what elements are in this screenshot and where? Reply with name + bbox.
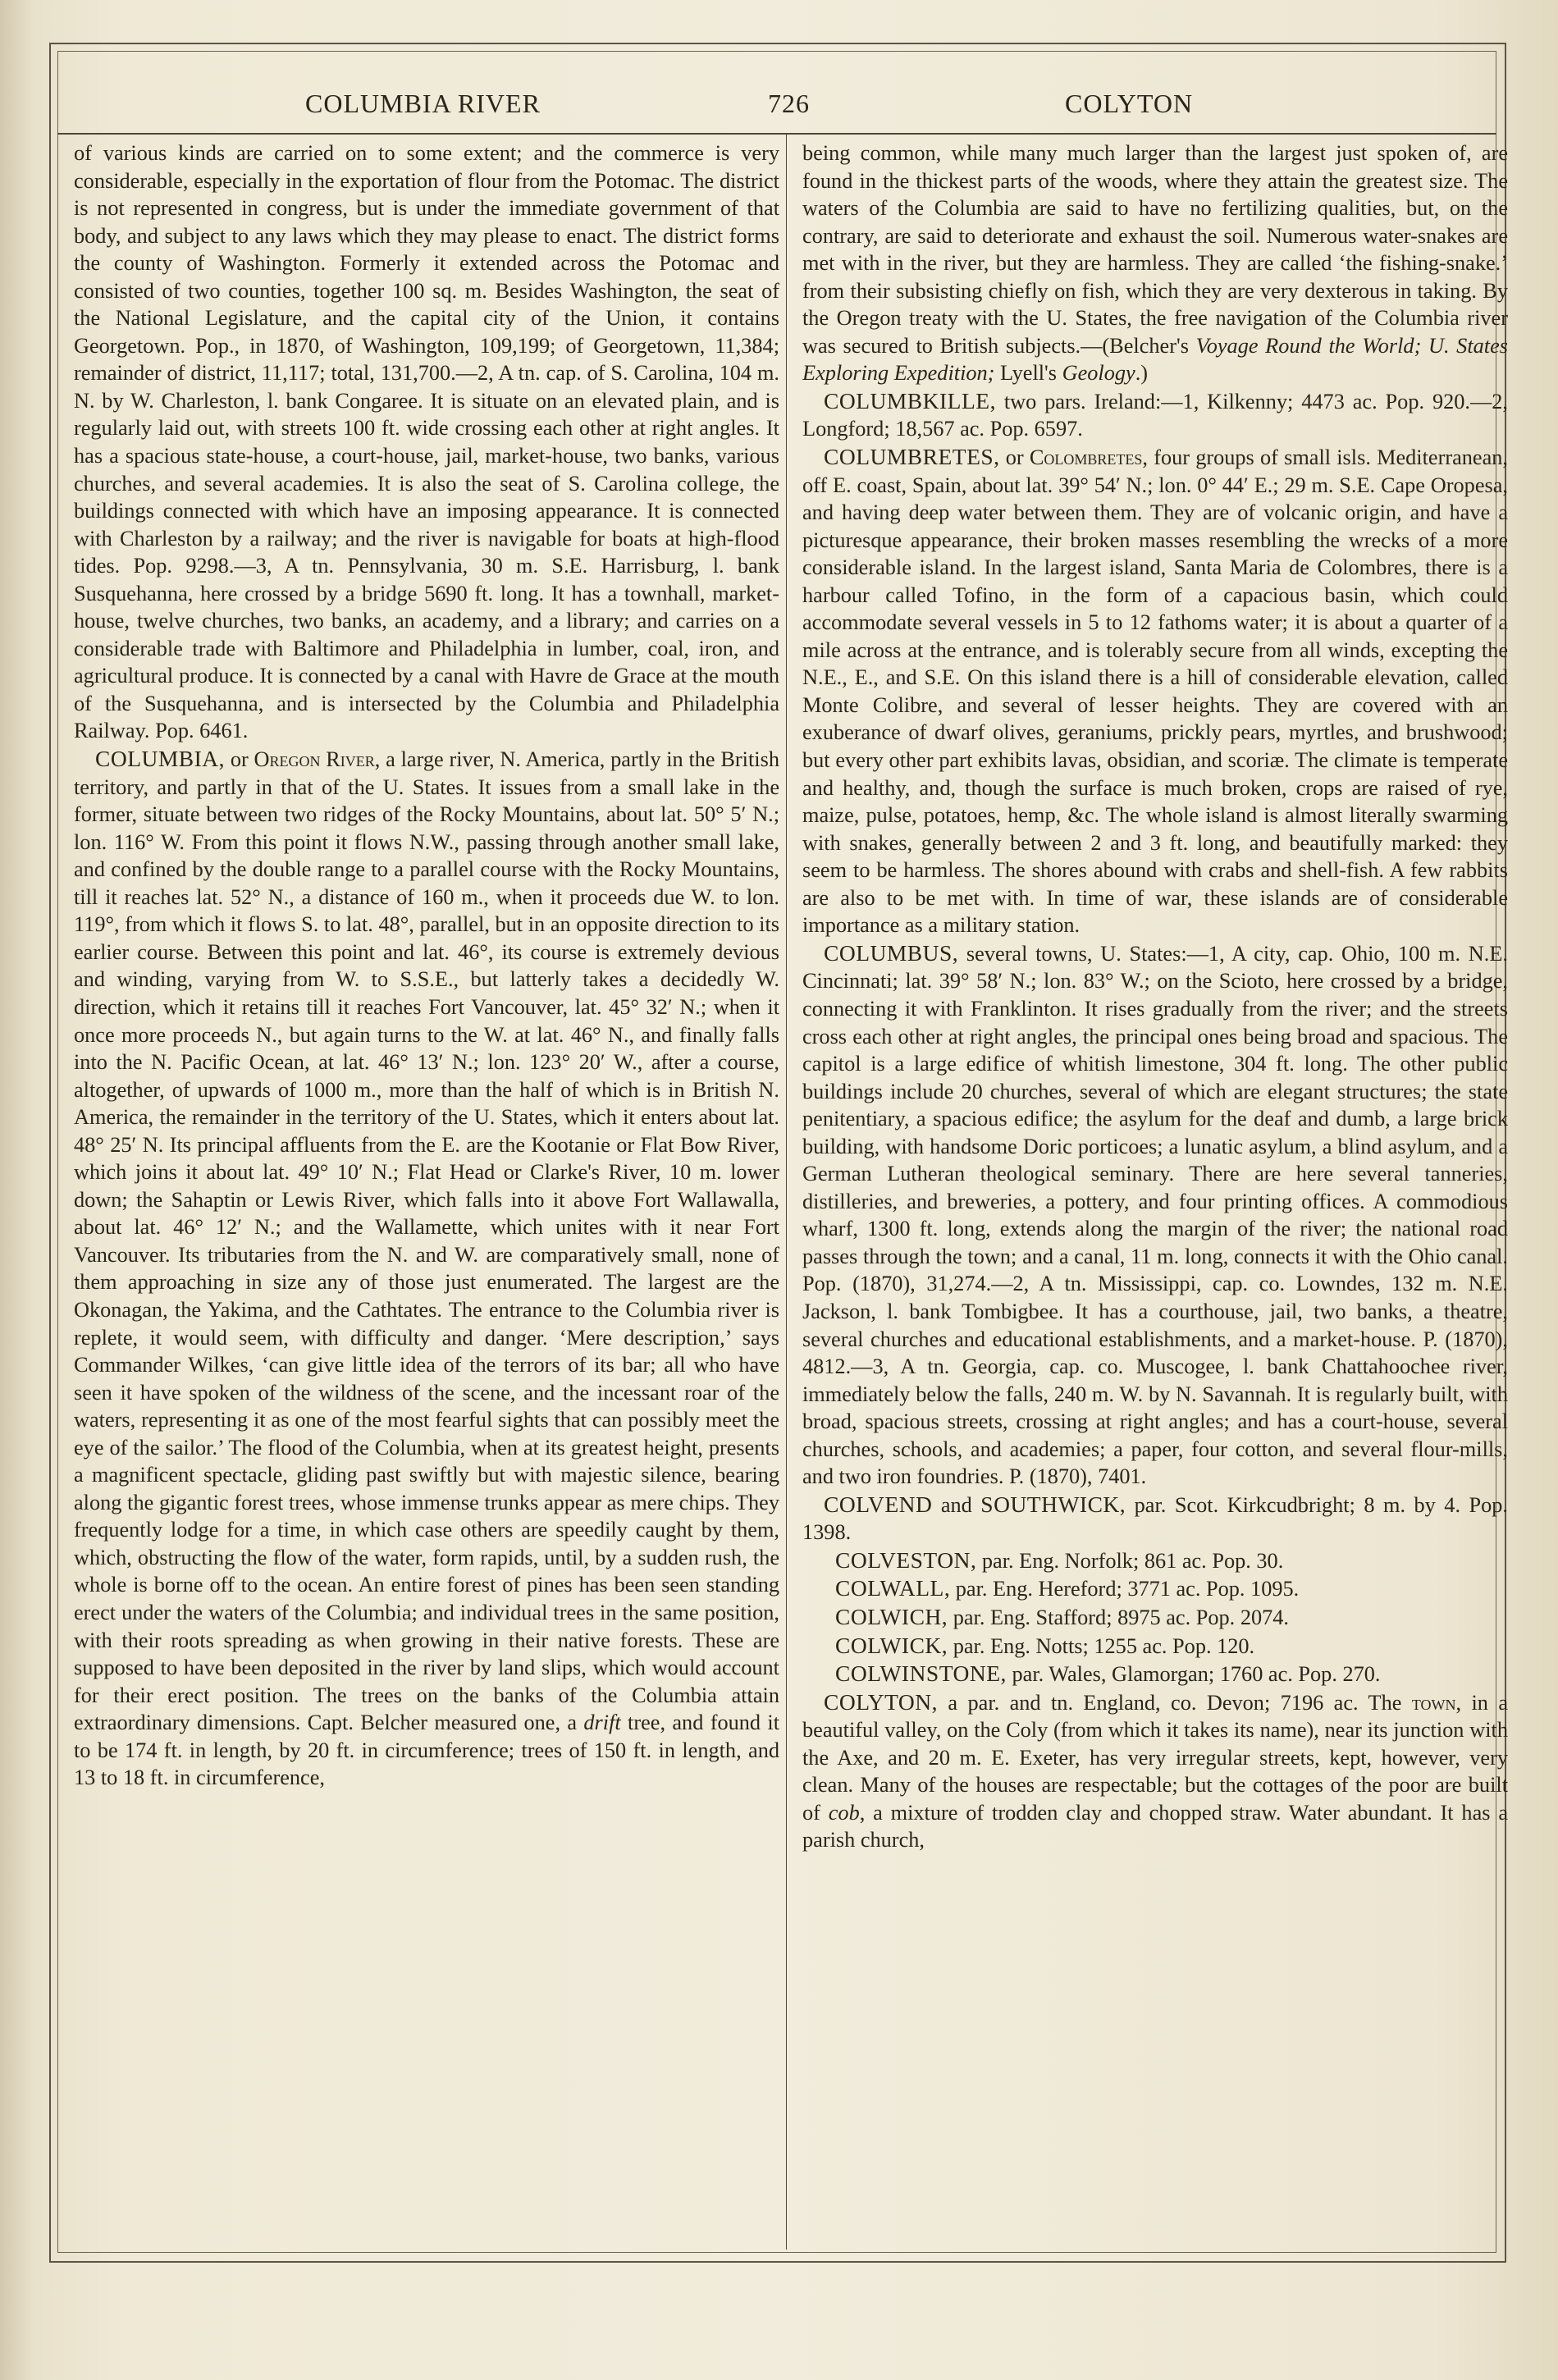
entry-columbia-river: COLUMBIA, or Oregon River, a large river, N. America, partly in the British territory, and partly in that of the U. States. It issues from a small lake in the former, situate between two ridges of the Rocky Mountains, about lat. 50° 5′ N.; lon. 116° W. From this point it flows N.W., passing through another small lake, and confined by the double range to a parallel course with the Rocky Mountains, till it reaches lat. 52° N., a distance of 160 m., when it proceeds due W. to lon. 119°, from which it flows S. to lat. 48°, parallel, but in an opposite direction to its earlier course. Between this point and lat. 46°, its course is extremely devious and winding, varying from W. to S.S.E., but latterly takes a decidedly W. direction, which it retains till it reaches Fort Vancouver, lat. 45° 32′ N.; when it once more proceeds N., but again turns to the W. at lat. 46° N., and finally falls into the N. Pacific Ocean, at lat. 46° 13′ N.; lon. 123° 20′ W., after a course, altogether, of upwards of 1000 m., more than the half of which is in British N. America, the remainder in the territory of the U. States, which it enters about lat. 48° 25′ N. Its principal affluents from the E. are the Kootanie or Flat Bow River, which joins it about lat. 49° 10′ N.; Flat Head or Clarke's River, 10 m. lower down; the Sahaptin or Lewis River, which falls into it above Fort Wallawalla, about lat. 46° 12′ N.; and the Wallamette, which unites with it near Fort Vancouver. Its tributaries from the N. and W. are comparatively small, none of them approaching in size any of those just enumerated. The largest are the Okonagan, the Yakima, and the Cathtates. The entrance to the Columbia river is replete, it would seem, with difficulty and danger. ‘Mere description,’ says Commander Wilkes, ‘can give little idea of the terrors of its bar; all who have seen it have spoken of the wildness of the scene, and the incessant roar of the waters, representing it as one of the most fearful sights that can possibly meet the eye of the sailor.’ The flood of the Columbia, when at its greatest height, presents a magnificent spectacle, gliding past swiftly but with majestic silence, bearing along the gigantic forest trees, whose immense trunks appear as mere chips. They frequently lodge for a time, in which case others are speedily caught by them, which, obstructing the flow of the water, form rapids, until, by a sudden rush, the whole is borne off to the ocean. An entire forest of pines has been seen standing erect under the waters of the Columbia; and individual trees in the same position, with their roots spreading as when growing in their native forests. These are supposed to have been deposited in the river by land slips, which would account for their erect position. The trees on the banks of the Columbia attain extraordinary dimensions. Capt. Belcher measured one, a drift tree, and found it to be 174 ft. in length, by 20 ft. in circumference; trees of 150 ft. in length, and 13 to 18 ft. in circumference, xyxy=(74,746,779,1790)
headword: COLUMBRETES, xyxy=(824,444,1000,470)
page-number: 726 xyxy=(768,89,810,118)
entry-columbkille: COLUMBKILLE, two pars. Ireland:—1, Kilkenny; 4473 ac. Pop. 920.—2, Longford; 18,567 ac. Pop. 6597. xyxy=(802,387,1508,441)
header-rule xyxy=(57,133,1496,135)
paragraph-continued: being common, while many much larger than the largest just spoken of, are found in the thickest parts of the woods, where they attain the greatest size. The waters of the Columbia are said to have no fertilizing qualities, but, on the contrary, are said to deteriorate and exhaust the soil. Numerous water-snakes are met with in the river, but they are harmless. They are called ‘the fishing-snake.’ from their subsisting chiefly on fish, which they are very dexterous in taking. By the Oregon treaty with the U. States, the free navigation of the Columbia river was secured to British subjects.—(Belcher's Voyage Round the World; U. States Exploring Expedition; Lyell's Geology.) xyxy=(802,141,1508,386)
headword: COLWICH, xyxy=(835,1603,948,1629)
headword: COLUMBKILLE, xyxy=(824,387,996,413)
headword: COLWINSTONE, xyxy=(835,1661,1007,1687)
headword: COLUMBIA, xyxy=(95,746,226,772)
headword: COLWICK, xyxy=(835,1632,948,1658)
entry-colvend: COLVEND and SOUTHWICK, par. Scot. Kirkcudbright; 8 m. by 4. Pop. 1398. xyxy=(802,1491,1508,1545)
entry-colwinstone: COLWINSTONE, par. Wales, Glamorgan; 1760 ac. Pop. 270. xyxy=(835,1661,1381,1687)
entry-columbus: COLUMBUS, several towns, U. States:—1, A city, cap. Ohio, 100 m. N.E. Cincinnati; lat. 39° 58′ N.; lon. 83° W.; on the Scioto, here crossed by a bridge, connecting it with Franklinton. It rises gradually from the river; and the streets cross each other at right angles, the principal ones being broad and spacious. The capitol is a large edifice of whitish limestone, 304 ft. long. The other public buildings include 20 churches, several of which are elegant structures; the state penitentiary, a spacious edifice; the asylum for the deaf and dumb, a large brick building, with handsome Doric porticoes; a lunatic asylum, a blind asylum, and a German Lutheran theological seminary. There are here several tanneries, distilleries, and breweries, a pottery, and four printing offices. A commodious wharf, 1300 ft. long, extends along the margin of the river; the national road passes through the town; and a canal, 11 m. long, connects it with the Ohio canal. Pop. (1870), 31,274.—2, A tn. Mississippi, cap. co. Lowndes, 132 m. N.E. Jackson, l. bank Tombigbee. It has a courthouse, jail, two banks, a theatre, several churches and educational establishments, and a market-house. P. (1870), 4812.—3, A tn. Georgia, cap. co. Muscogee, l. bank Chattahoochee river, immediately below the falls, 240 m. W. by N. Savannah. It is regularly built, with broad, spacious streets, crossing at right angles; and has a court-house, several churches, schools, and academies; a paper, four cotton, and several flour-mills, and two iron foundries. P. (1870), 7401. xyxy=(802,939,1508,1489)
entry-columbretes: COLUMBRETES, or Colombretes, four groups of small isls. Mediterranean, off E. coast, Spain, about lat. 39° 54′ N.; lon. 0° 44′ E.; 29 m. S.E. Cape Oropesa, and having deep water between them. They are of volcanic origin, and have a picturesque appearance, their broken masses resembling the wrecks of a more considerable island. In the largest island, Santa Maria de Colombres, there is a harbour called Tofino, in the form of a capacious basin, which could accommodate several vessels in 5 to 12 fathoms water; it is about a quarter of a mile across at the entrance, and is tolerably secure from all winds, excepting the N.E., E., and S.E. On this island there is a hill of considerable elevation, called Monte Colibre, and several of lesser heights. They are covered with an exuberance of dwarf olives, geraniums, prickly pears, myrtles, and brushwood; but every other part exhibits lavas, obsidian, and scoriæ. The climate is temperate and healthy, and, though the surface is much broken, crops are raised of rye, maize, pulse, potatoes, hemp, &c. The whole island is almost literally swarming with snakes, generally between 2 and 3 ft. long, and beautifully marked: they seem to be harmless. The shores abound with crabs and shell-fish. A few rabbits are also to be met with. In time of war, these islands are of considerable importance as a military station. xyxy=(802,444,1508,938)
headword: COLYTON, xyxy=(824,1688,939,1715)
headword: COLUMBUS, xyxy=(824,939,959,966)
headword: COLVEND xyxy=(824,1491,933,1517)
headword: COLVESTON, xyxy=(835,1546,977,1573)
running-head-left: COLUMBIA RIVER xyxy=(305,89,541,118)
running-head-right: COLYTON xyxy=(1065,89,1194,118)
binding-shadow xyxy=(0,0,33,2380)
entry-colwich: COLWICH, par. Eng. Stafford; 8975 ac. Pop. 2074. xyxy=(835,1603,1289,1629)
paragraph-continued: of various kinds are carried on to some extent; and the commerce is very considerable, especially in the exportation of flour from the Potomac. The district is not represented in congress, but is under the immediate government of that body, and subject to any laws which they may please to enact. The district forms the county of Washington. Formerly it extended across the Potomac and consisted of two counties, together 100 sq. m. Besides Washington, the seat of the National Legislature, and the capital city of the Union, it contains Georgetown. Pop., in 1870, of Washington, 109,199; of Georgetown, 11,384; remainder of district, 11,117; total, 131,700.—2, A tn. cap. of S. Carolina, 104 m. N. by W. Charleston, l. bank Congaree. It is situate on an elevated plain, and is regularly laid out, with streets 100 ft. wide crossing each other at right angles. It has a spacious state-house, a court-house, jail, market-house, two banks, various churches, and several academies. It is also the seat of S. Carolina college, the buildings connected with which have an imposing appearance. It is connected with Charleston by a railway; and the river is navigable for boats at high-flood tides. Pop. 9298.—3, A tn. Pennsylvania, 30 m. S.E. Harrisburg, l. bank Susquehanna, here crossed by a bridge 5690 ft. long. It has a townhall, market-house, twelve churches, two banks, an academy, and a library; and carries on a considerable trade with Baltimore and Philadelphia in lumber, coal, iron, and agricultural produce. It is connected by a canal with Havre de Grace at the mouth of the Susquehanna, and is intersected by the Columbia and Philadelphia Railway. Pop. 6461. xyxy=(74,141,779,743)
headword: COLWALL, xyxy=(835,1575,951,1601)
right-column xyxy=(802,139,1508,2248)
entry-colveston: COLVESTON, par. Eng. Norfolk; 861 ac. Pop. 30. xyxy=(835,1546,1284,1573)
entry-colyton: COLYTON, a par. and tn. England, co. Devon; 7196 ac. The town, in a beautiful valley, on the Coly (from which it takes its name), near its junction with the Axe, and 20 m. E. Exeter, has very irregular streets, kept, however, very clean. Many of the houses are respectable; but the cottages of the poor are built of cob, a mixture of trodden clay and chopped straw. Water abundant. It has a parish church, xyxy=(802,1688,1508,1852)
left-column xyxy=(74,139,779,2248)
column-divider xyxy=(786,135,787,2250)
entry-colwall: COLWALL, par. Eng. Hereford; 3771 ac. Pop. 1095. xyxy=(835,1575,1300,1601)
entry-colwick: COLWICK, par. Eng. Notts; 1255 ac. Pop. 120. xyxy=(835,1632,1255,1658)
